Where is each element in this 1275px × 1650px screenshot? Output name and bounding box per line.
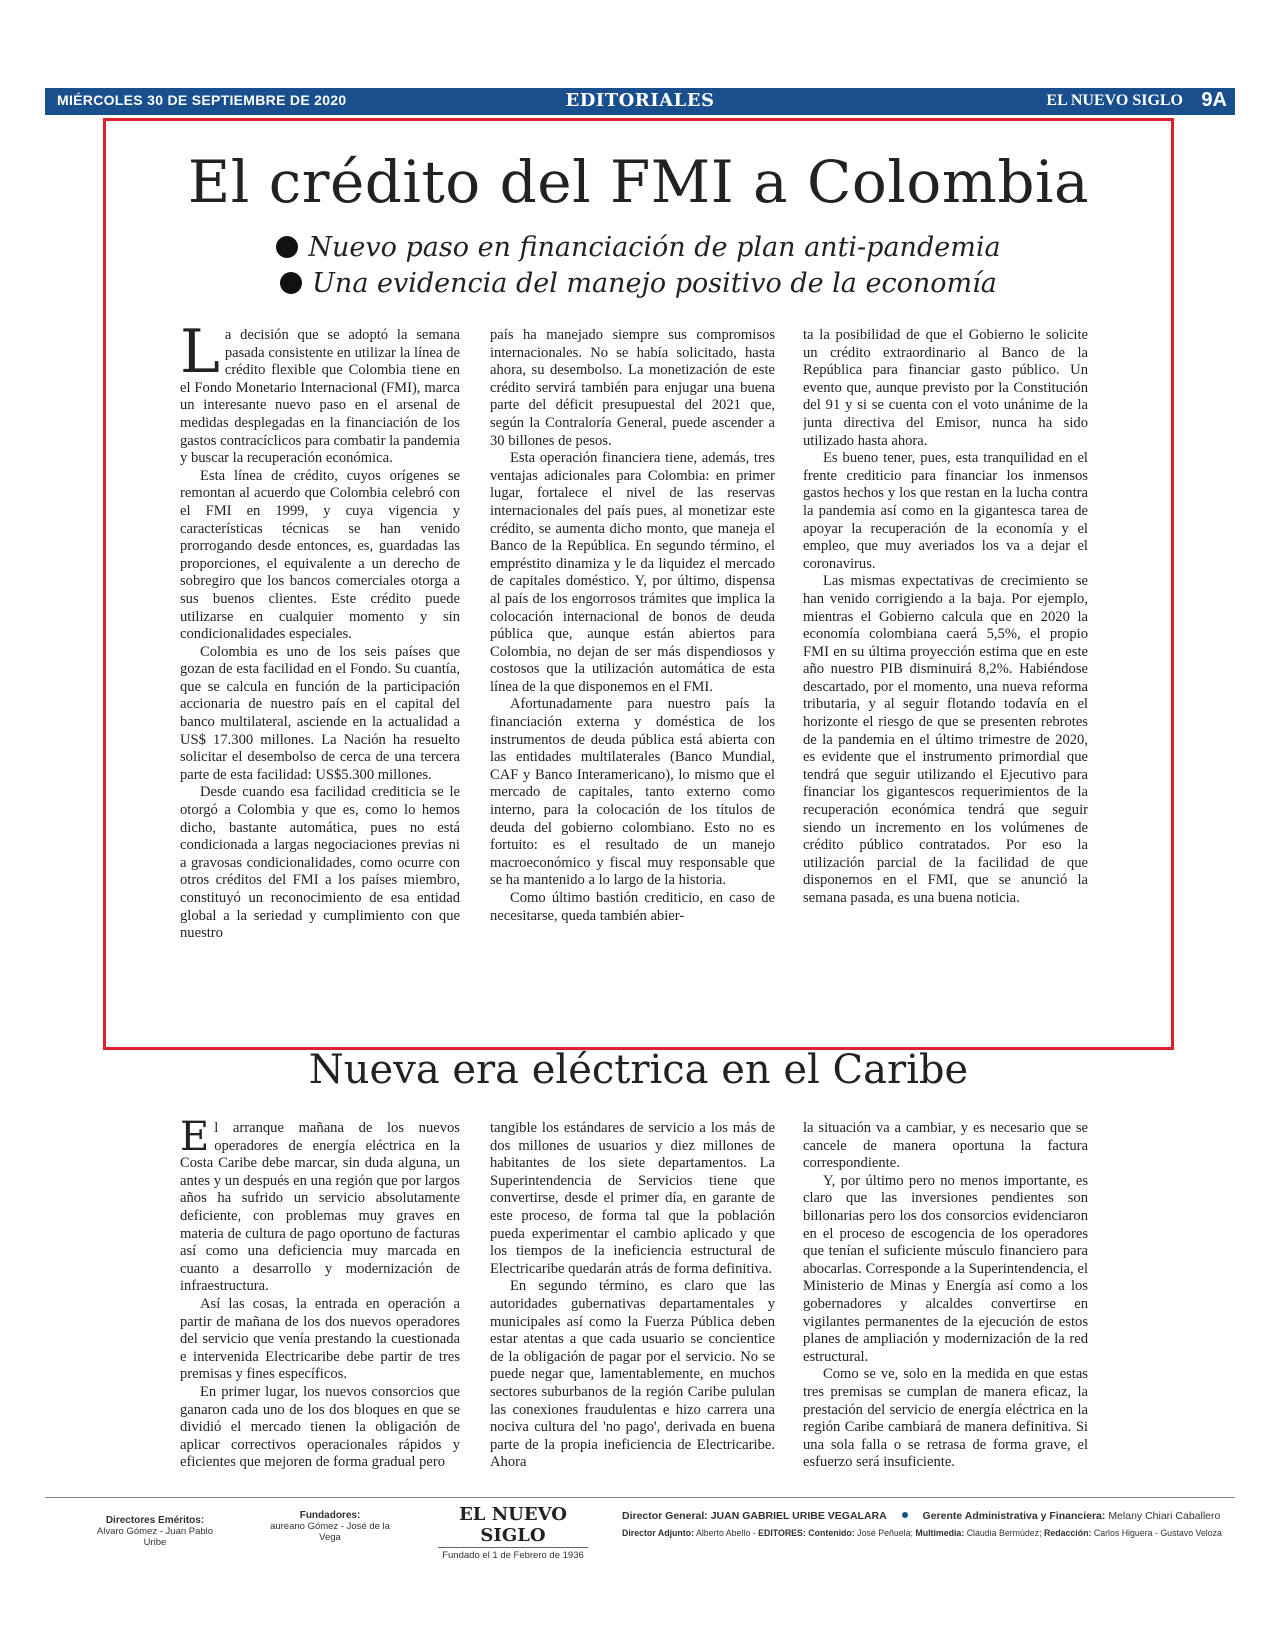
footer-logo: EL NUEVO SIGLO: [438, 1504, 588, 1548]
paragraph: Afortunadamente para nuestro país la financiación externa y doméstica de los instrumentos de deuda pública está abierta con las entidades multilaterales (Banco Mundial, CAF y Banco Interamericano), lo mismo que el mercado de capitales, tanto externo como interno, para la colocación de los títulos de deuda del gobierno colombiano. Esto no es fortuito: es el resultado de un manejo macroeconómico y fiscal muy responsable que se ha mantenido a lo largo de la historia.: [490, 696, 775, 889]
paragraph: tangible los estándares de servicio a los más de dos millones de usuarios y diez millones de habitantes de los siete departamentos. La Superintendencia de Servicios tiene que convertirse, desde el primer día, en garante de este proceso, de forma tal que la población pueda experimentar el cambio aplicado y que los tiempos de la ineficiencia estructural de Electricaribe quedarán atrás de forma definitiva.: [490, 1120, 775, 1277]
paragraph: Así las cosas, la entrada en operación a partir de mañana de los dos nuevos operadores del servicio que venía prestando la cuestionada e intervenida Electricaribe debe partir de tres premisas y fines específicos.: [180, 1295, 460, 1383]
paragraph: la situación va a cambiar, y es necesario que se cancele de manera oportuna la factura correspondiente.: [803, 1120, 1088, 1172]
paragraph: En primer lugar, los nuevos consorcios que ganaron cada uno de los dos bloques en que se dividió el mercado tienen la obligación de aplicar correctivos operacionales rápidos y eficientes que mejoren de forma gradual pero: [180, 1383, 460, 1471]
founded-date: Fundado el 1 de Febrero de 1936: [442, 1550, 584, 1561]
paragraph: Como último bastión crediticio, en caso de necesitarse, queda también abier-: [490, 890, 775, 924]
paragraph: Es bueno tener, pues, esta tranquilidad en el frente crediticio para financiar los inmensos gastos hechos y los que restan en la lucha contra la pandemia así como en la gigantesca tarea de apoyar la recuperación de la economía y el empleo, que muy averiados los va a dejar el coronavirus.: [803, 450, 1088, 572]
paragraph: Desde cuando esa facilidad crediticia se le otorgó a Colombia y que es, como lo hemos dicho, bastante automática, pues no está condicionada a largas negociaciones previas ni a gravosas condicionalidades, como ocurre con otros créditos del FMI a los países miembro, constituyó un reconocimiento de esa entidad global a la seriedad y cumplimiento con que nuestro: [180, 784, 460, 942]
subhead-text: Nuevo paso en financiación de plan anti-pandemia: [308, 232, 1001, 263]
page-header-bar: [45, 88, 1235, 115]
paragraph: El arranque mañana de los nuevos operadores de energía eléctrica en la Costa Caribe debe marcar, sin duda alguna, un antes y un después en una región que por largos años ha sufrido un servicio absolutamente deficiente, con problemas muy graves en materia de cultura de pago oportuno de facturas así como una deficiencia muy marcada en cuanto a desarrollo y modernización de infraestructura.: [180, 1120, 460, 1295]
bullet-icon: [902, 1512, 908, 1518]
subhead-text: Una evidencia del manejo positivo de la economía: [312, 268, 997, 299]
section-name: EDITORIALES: [565, 90, 715, 111]
paragraph: Como se ve, solo en la medida en que estas tres premisas se cumplan de manera eficaz, la prestación del servicio de energía eléctrica en la región Caribe cambiará de manera definitiva. Si una sola falla o se retrasa de forma grave, el esfuerzo será insuficiente.: [803, 1366, 1088, 1471]
drop-cap: E: [180, 1120, 210, 1160]
paragraph: Colombia es uno de los seis países que gozan de esta facilidad en el Fondo. Su cuantía, que se calcula en función de la participación accionaria de nuestro país en el capital del banco multilateral, asciende en la actualidad a US$ 17.300 millones. La Nación ha resuelto solicitar el desembolso de cerca de una tercera parte de esta facilidad: US$5.300 millones.: [180, 643, 460, 783]
footer-divider: [45, 1497, 1235, 1498]
page-number: 9A: [1201, 89, 1227, 111]
fundadores-label: Fundadores:: [299, 1510, 361, 1521]
director-name: JUAN GABRIEL URIBE VEGALARA: [710, 1510, 887, 1522]
article-column: [180, 1120, 460, 1490]
article-title: El crédito del FMI a Colombia: [187, 148, 1090, 216]
article-column: [490, 1120, 775, 1490]
issue-date: MIÉRCOLES 30 DE SEPTIEMBRE DE 2020: [57, 92, 347, 108]
paragraph: país ha manejado siempre sus compromisos internacionales. No se había solicitado, hasta ahora, su desembolso. La monetización de este crédito servirá también para enjugar una buena parte del déficit presupuestal del 2021 que, según la Contraloría General, puede ascender a 30 billones de pesos.: [490, 327, 775, 449]
emeritos-names: Alvaro Gómez - Juan Pablo Uribe: [96, 1526, 214, 1548]
paragraph: Esta línea de crédito, cuyos orígenes se remontan al acuerdo que Colombia celebró con el FMI en 1999, y cuya vigencia y características técnicas se han venido prorrogando desde entonces, es, guardadas las proporciones, el equivalente a un derecho de sobregiro que los bancos comerciales otorga a sus buenos clientes. Este crédito puede utilizarse en cualquier momento y sin condicionalidades especiales.: [180, 467, 460, 643]
staff-row: Director Adjunto: Alberto Abello - EDITORES: Contenido: José Peñuela; Multimedia: Claudia Bermúdez; Redacción: Carlos Higuera - Gustavo Veloza: [622, 1528, 1222, 1538]
gerente-name: Melany Chiari Caballero: [1108, 1510, 1221, 1522]
footer-fundadores: [265, 1510, 395, 1543]
footer-staff: [622, 1510, 1222, 1538]
article-column: [803, 1120, 1088, 1490]
paragraph: ta la posibilidad de que el Gobierno le solicite un crédito extraordinario al Banco de la República para financiar gasto público. Un evento que, aunque previsto por la Constitución del 91 y si se cuenta con el voto unánime de la junta directiva del Emisor, nunca ha sido utilizado hasta ahora.: [803, 327, 1088, 449]
article-column: [180, 327, 460, 1037]
article-subhead: [103, 232, 1174, 263]
paragraph: Y, por último pero no menos importante, es claro que las inversiones pendientes son billonarias pero los dos consorcios evidenciaron en el proceso de escogencia de los operadores que tenían el suficiente músculo financiero para abocarlas. Corresponde a la Superintendencia, el Ministerio de Minas y Energía así como a los gobernadores y alcaldes convertirse en vigilantes permanentes de la ejecución de estos planes de ampliación y modernización de la red estructural.: [803, 1172, 1088, 1365]
article-subhead: [103, 268, 1174, 299]
paragraph: La decisión que se adoptó la semana pasada consistente en utilizar la línea de crédito flexible que Colombia tiene en el Fondo Monetario Internacional (FMI), marca un interesante nuevo paso en el arsenal de medidas desplegadas en la financiación de los gastos contracíclicos para combatir la pandemia y buscar la recuperación económica.: [180, 327, 460, 467]
footer-emeritos: [90, 1515, 220, 1548]
paragraph: Las mismas expectativas de crecimiento se han venido corrigiendo a la baja. Por ejemplo, mientras el Gobierno calcula que en 2020 la economía colombiana caerá 5,5%, el propio FMI en su última proyección estima que en este año nuestro PIB disminuirá 8,2%. Habiéndose descartado, por el momento, una nueva reforma tributaria, y al seguir flotando todavía en el horizonte el riesgo de que se presenten rebrotes de la pandemia en el último trimestre de 2020, es evidente que el instrumento primordial que tendrá que seguir utilizando el Ejecutivo para financiar los gigantescos requerimientos de la recuperación económica tendrá que seguir siendo un incremento en los volúmenes de crédito público contratados. Por eso la utilización parcial de la facilidad de que disponemos en el FMI, que se anunció la semana pasada, es una buena noticia.: [803, 573, 1088, 906]
bullet-icon: [280, 272, 302, 294]
staff-row: Director General: JUAN GABRIEL URIBE VEGALARA Gerente Administrativa y Financiera: Melany Chiari Caballero: [622, 1510, 1221, 1522]
article-column: [803, 327, 1088, 1037]
fundadores-names: aureano Gómez - José de la Vega: [270, 1521, 390, 1543]
bullet-icon: [276, 236, 298, 258]
footer-logo-block: [438, 1504, 588, 1561]
article-title: Nueva era eléctrica en el Caribe: [308, 1047, 969, 1093]
drop-cap: L: [180, 327, 220, 387]
emeritos-label: Directores Eméritos:: [105, 1515, 205, 1526]
newspaper-logo: EL NUEVO SIGLO: [1046, 92, 1183, 109]
paragraph: En segundo término, es claro que las autoridades gubernativas departamentales y municipales así como la Fuerza Pública deben estar atentas a que cada usuario se concientice de la obligación de pagar por el servicio. No se puede negar que, lamentablemente, en muchos sectores suburbanos de la región Caribe pululan las conexiones fraudulentas e hizo carrera una nociva cultura del 'no pago', derivada en buena parte de la propia ineficiencia de Electricaribe. Ahora: [490, 1278, 775, 1471]
article-column: [490, 327, 775, 1037]
paragraph: Esta operación financiera tiene, además, tres ventajas adicionales para Colombia: en primer lugar, fortalece el nivel de las reservas internacionales del país pues, al monetizar este crédito, se aumenta dicho monto, que maneja el Banco de la República. En segundo término, el empréstito dinamiza y le da liquidez el mercado de capitales doméstico. Y, por último, dispensa al país de los engorrosos trámites que implica la colocación internacional de bonos de deuda pública que, aunque están abiertos para Colombia, no dejan de ser más dispendiosos y costosos que la utilización automática de esta línea de la que disponemos en el FMI.: [490, 450, 775, 695]
